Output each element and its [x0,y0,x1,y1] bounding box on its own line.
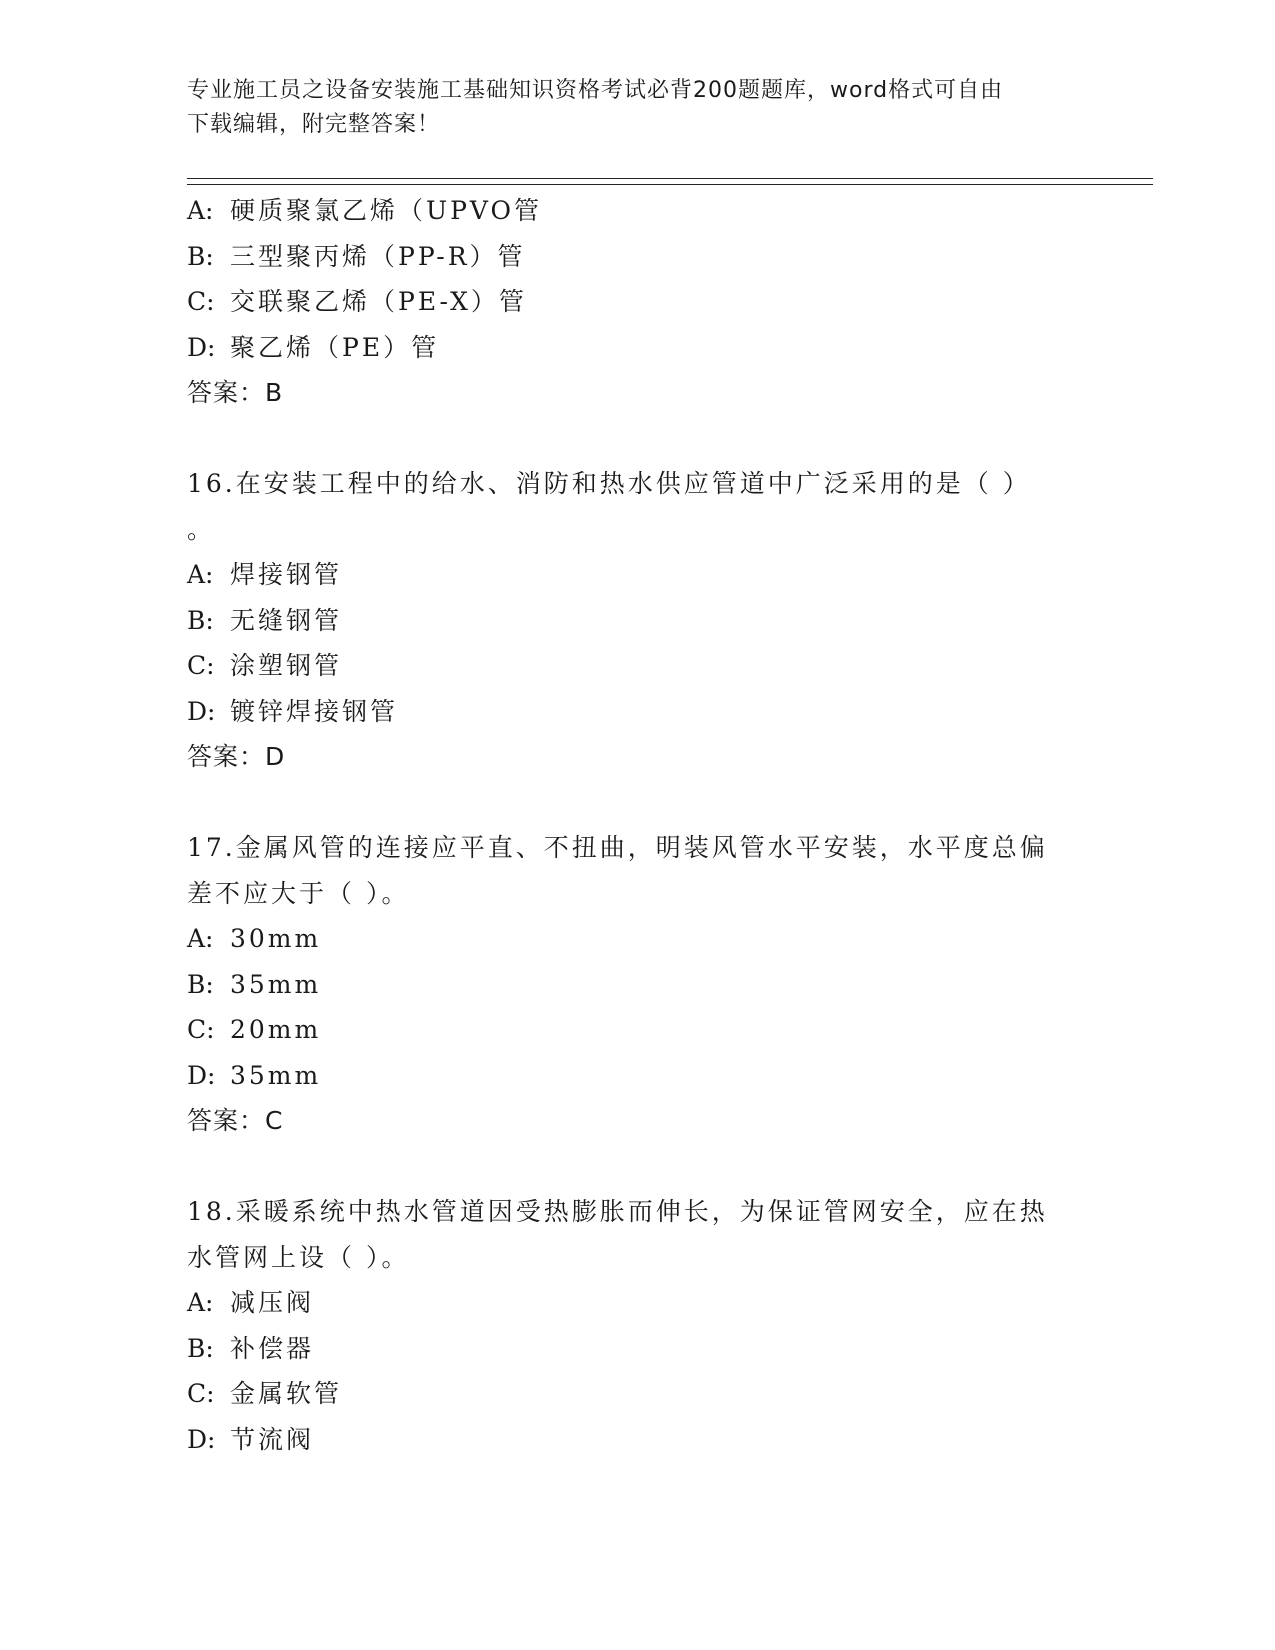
spacer [187,416,1087,462]
answer: 答案：C [187,1106,284,1135]
option-c: C: 交联聚乙烯（PE-X）管 [187,287,527,316]
question-text: 17.金属风管的连接应平直、不扭曲，明装风管水平安装，水平度总偏 [187,833,1048,862]
option-b: B: 无缝钢管 [187,605,343,635]
question-15 [187,188,1087,416]
option-a: A: 硬质聚氯乙烯（UPVO管 [187,196,543,225]
option-c: C: 20mm [187,1015,322,1044]
spacer [187,1144,1087,1190]
option-d: D: 35mm [187,1060,322,1090]
option-c: C: 涂塑钢管 [187,651,343,680]
option-b: B: 补偿器 [187,1333,315,1363]
question-list [187,188,1087,1462]
question-18 [187,1189,1087,1462]
option-d: D: 镀锌焊接钢管 [187,696,399,726]
question-17 [187,825,1087,1144]
answer: 答案：B [187,378,284,407]
question-text: 16.在安装工程中的给水、消防和热水供应管道中广泛采用的是（ ） [187,469,1031,498]
question-text-continued: 。 [187,514,216,544]
answer: 答案：D [187,742,286,771]
question-text-continued: 差不应大于（ ）。 [187,878,410,908]
document-header [187,74,1067,142]
option-c: C: 金属软管 [187,1379,343,1408]
question-text: 18.采暖系统中热水管道因受热膨胀而伸长，为保证管网安全，应在热 [187,1197,1048,1226]
header-rule-top [187,178,1153,179]
option-a: A: 减压阀 [187,1288,315,1317]
option-b: B: 35mm [187,969,322,999]
option-d: D: 聚乙烯（PE）管 [187,332,440,362]
option-a: A: 30mm [187,924,322,953]
header-line-2: 下载编辑，附完整答案！ [187,112,441,137]
question-text-continued: 水管网上设（ ）。 [187,1242,410,1272]
option-d: D: 节流阀 [187,1424,315,1454]
header-line-1: 专业施工员之设备安装施工基础知识资格考试必背200题题库，word格式可自由 [187,78,1004,103]
spacer [187,780,1087,826]
header-rule-bottom [187,184,1153,185]
option-b: B: 三型聚丙烯（PP-R）管 [187,241,526,271]
question-16 [187,461,1087,780]
option-a: A: 焊接钢管 [187,560,343,589]
